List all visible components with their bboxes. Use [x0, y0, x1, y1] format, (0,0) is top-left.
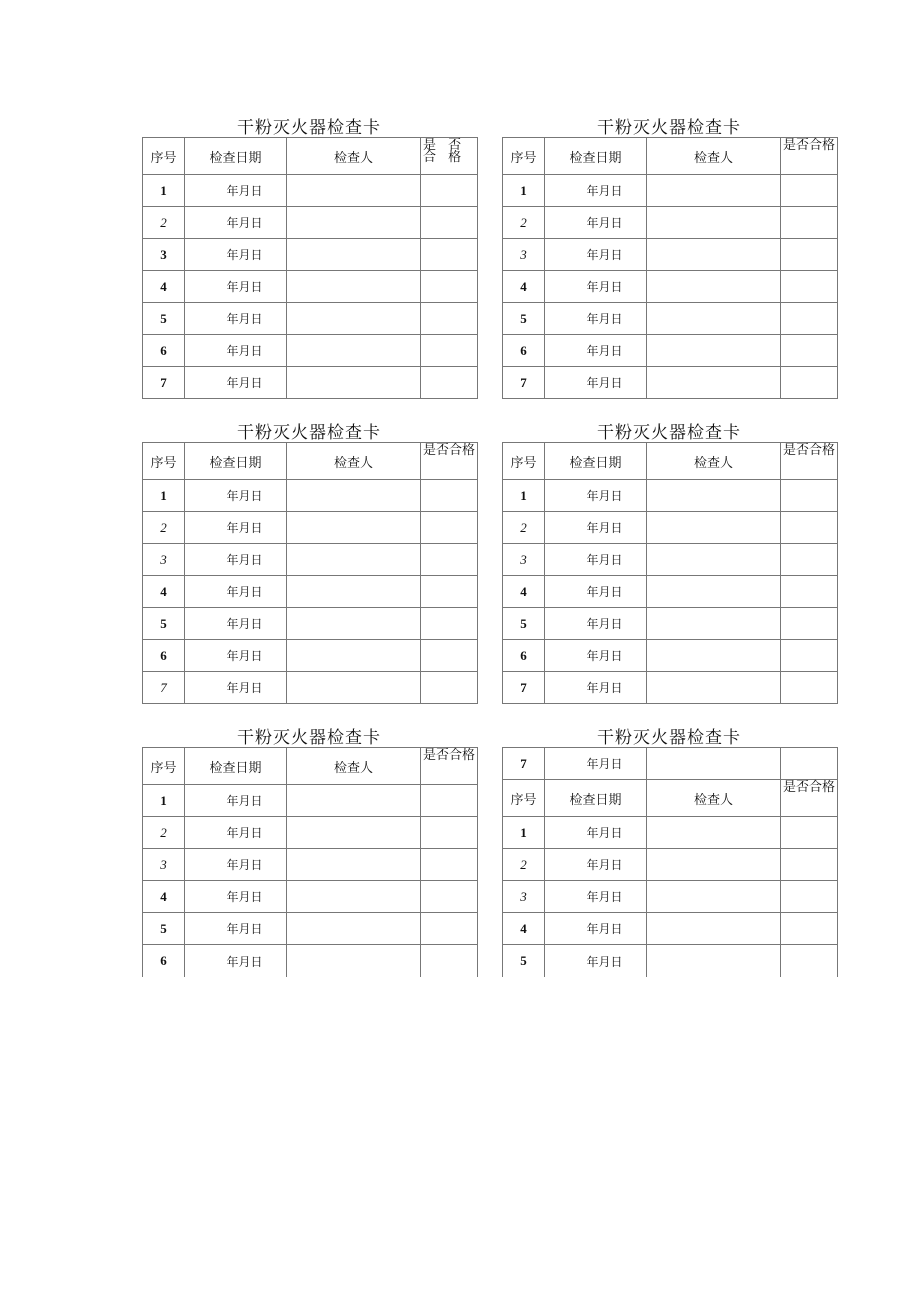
no-cell: 5	[520, 615, 527, 631]
pass-cell[interactable]	[780, 849, 837, 880]
no-cell: 5	[520, 310, 527, 326]
date-cell[interactable]: 年月日	[544, 672, 646, 703]
table-row	[143, 303, 477, 335]
pass-cell[interactable]	[780, 335, 837, 366]
pass-cell[interactable]	[420, 672, 477, 703]
date-cell[interactable]: 年月日	[184, 817, 286, 848]
no-cell: 4	[520, 920, 527, 936]
inspector-cell[interactable]	[286, 785, 420, 816]
inspector-cell[interactable]	[646, 817, 780, 848]
header-pass: 是否合格	[780, 443, 837, 479]
pass-cell[interactable]	[420, 303, 477, 334]
inspector-cell[interactable]	[286, 512, 420, 543]
pass-cell[interactable]	[780, 672, 837, 703]
table-row	[503, 748, 837, 780]
table-row	[143, 367, 477, 399]
no-cell: 3	[160, 246, 167, 262]
date-cell[interactable]: 年月日	[544, 640, 646, 671]
inspector-cell[interactable]	[646, 303, 780, 334]
inspector-cell[interactable]	[646, 608, 780, 639]
table-row	[503, 239, 837, 271]
inspector-cell[interactable]	[646, 576, 780, 607]
pass-cell[interactable]	[420, 512, 477, 543]
date-cell[interactable]: 年月日	[544, 748, 646, 779]
header-inspector: 检查人	[286, 748, 420, 784]
inspector-cell[interactable]	[286, 544, 420, 575]
table-row	[143, 785, 477, 817]
inspector-cell[interactable]	[286, 945, 420, 977]
no-cell: 3	[520, 888, 527, 904]
no-cell: 5	[160, 615, 167, 631]
table-row	[503, 544, 837, 576]
inspection-table	[142, 442, 478, 704]
date-cell[interactable]: 年月日	[184, 576, 286, 607]
inspector-cell[interactable]	[646, 207, 780, 238]
header-inspector: 检查人	[646, 138, 780, 174]
no-cell: 2	[520, 856, 527, 872]
header-pass: 是否合格	[420, 443, 477, 479]
pass-cell[interactable]	[780, 175, 837, 206]
pass-cell[interactable]	[420, 576, 477, 607]
table-row	[143, 945, 477, 977]
date-cell[interactable]: 年月日	[184, 913, 286, 944]
pass-cell[interactable]	[780, 913, 837, 944]
table-header-row	[503, 138, 837, 175]
pass-cell[interactable]	[420, 817, 477, 848]
date-cell[interactable]: 年月日	[184, 881, 286, 912]
table-header-row	[503, 780, 837, 817]
date-cell[interactable]: 年月日	[544, 881, 646, 912]
table-row	[503, 913, 837, 945]
no-cell: 7	[160, 679, 167, 695]
table-row	[503, 512, 837, 544]
table-row	[143, 544, 477, 576]
inspector-cell[interactable]	[286, 817, 420, 848]
header-no: 序号	[510, 455, 537, 471]
date-cell[interactable]: 年月日	[184, 640, 286, 671]
table-row	[143, 608, 477, 640]
header-date: 检查日期	[544, 780, 646, 816]
no-cell: 1	[520, 487, 527, 503]
table-row	[503, 367, 837, 399]
pass-cell[interactable]	[780, 748, 837, 779]
no-cell: 4	[160, 278, 167, 294]
header-date: 检查日期	[544, 443, 646, 479]
pass-cell[interactable]	[780, 271, 837, 302]
date-cell[interactable]: 年月日	[184, 544, 286, 575]
inspector-cell[interactable]	[646, 913, 780, 944]
table-header-row	[143, 443, 477, 480]
no-cell: 1	[520, 824, 527, 840]
pass-cell[interactable]	[780, 576, 837, 607]
no-cell: 6	[520, 647, 527, 663]
table-row	[503, 335, 837, 367]
inspector-cell[interactable]	[646, 544, 780, 575]
inspector-cell[interactable]	[646, 175, 780, 206]
inspector-cell[interactable]	[286, 672, 420, 703]
header-pass: 是否合格	[780, 138, 837, 174]
pass-cell[interactable]	[780, 945, 837, 977]
table-row	[503, 640, 837, 672]
inspector-cell[interactable]	[286, 207, 420, 238]
pass-cell[interactable]	[780, 640, 837, 671]
table-row	[143, 913, 477, 945]
inspector-cell[interactable]	[286, 335, 420, 366]
inspection-table	[502, 747, 838, 977]
header-inspector: 检查人	[286, 138, 420, 174]
table-row	[503, 271, 837, 303]
no-cell: 3	[160, 551, 167, 567]
table-row	[143, 480, 477, 512]
pass-cell[interactable]	[420, 785, 477, 816]
no-cell: 3	[520, 551, 527, 567]
date-cell[interactable]: 年月日	[184, 945, 286, 977]
inspector-cell[interactable]	[286, 576, 420, 607]
inspection-table	[502, 137, 838, 399]
no-cell: 4	[520, 278, 527, 294]
date-cell[interactable]: 年月日	[184, 271, 286, 302]
date-cell[interactable]: 年月日	[544, 913, 646, 944]
pass-cell[interactable]	[780, 544, 837, 575]
pass-cell[interactable]	[420, 913, 477, 944]
date-cell[interactable]: 年月日	[184, 367, 286, 398]
header-pass: 是 否 合 格	[420, 138, 477, 174]
header-no: 序号	[150, 455, 177, 471]
pass-cell[interactable]	[420, 271, 477, 302]
card-title: 干粉灭火器检查卡	[597, 423, 741, 443]
no-cell: 7	[160, 374, 167, 390]
card-title: 干粉灭火器检查卡	[237, 728, 381, 748]
table-row	[143, 175, 477, 207]
pass-cell[interactable]	[420, 849, 477, 880]
table-row	[143, 335, 477, 367]
table-row	[503, 672, 837, 704]
inspector-cell[interactable]	[646, 849, 780, 880]
no-cell: 1	[160, 792, 167, 808]
pass-cell[interactable]	[780, 303, 837, 334]
date-cell[interactable]: 年月日	[544, 207, 646, 238]
date-cell[interactable]: 年月日	[544, 544, 646, 575]
table-row	[503, 576, 837, 608]
date-cell[interactable]: 年月日	[544, 175, 646, 206]
pass-cell[interactable]	[420, 175, 477, 206]
no-cell: 5	[160, 310, 167, 326]
inspector-cell[interactable]	[286, 881, 420, 912]
header-inspector: 检查人	[646, 780, 780, 816]
table-row	[503, 608, 837, 640]
date-cell[interactable]: 年月日	[184, 239, 286, 270]
date-cell[interactable]: 年月日	[544, 512, 646, 543]
inspector-cell[interactable]	[646, 640, 780, 671]
inspector-cell[interactable]	[286, 913, 420, 944]
pass-cell[interactable]	[420, 207, 477, 238]
card-title: 干粉灭火器检查卡	[597, 118, 741, 138]
table-row	[503, 945, 837, 977]
inspector-cell[interactable]	[646, 480, 780, 511]
inspector-cell[interactable]	[646, 335, 780, 366]
pass-cell[interactable]	[780, 480, 837, 511]
inspector-cell[interactable]	[646, 367, 780, 398]
no-cell: 2	[160, 214, 167, 230]
pass-cell[interactable]	[780, 207, 837, 238]
table-row	[143, 271, 477, 303]
no-cell: 6	[160, 953, 167, 968]
no-cell: 2	[160, 519, 167, 535]
inspector-cell[interactable]	[646, 945, 780, 977]
header-no: 序号	[150, 760, 177, 776]
no-cell: 2	[520, 519, 527, 535]
inspector-cell[interactable]	[286, 239, 420, 270]
date-cell[interactable]: 年月日	[544, 335, 646, 366]
inspector-cell[interactable]	[646, 512, 780, 543]
table-row	[143, 849, 477, 881]
date-cell[interactable]: 年月日	[544, 480, 646, 511]
no-cell: 4	[160, 583, 167, 599]
date-cell[interactable]: 年月日	[184, 849, 286, 880]
date-cell[interactable]: 年月日	[184, 608, 286, 639]
inspector-cell[interactable]	[286, 175, 420, 206]
header-date: 检查日期	[184, 443, 286, 479]
header-date: 检查日期	[184, 138, 286, 174]
date-cell[interactable]: 年月日	[184, 303, 286, 334]
no-cell: 2	[160, 824, 167, 840]
inspector-cell[interactable]	[286, 480, 420, 511]
no-cell: 7	[520, 374, 527, 390]
date-cell[interactable]: 年月日	[544, 576, 646, 607]
pass-cell[interactable]	[420, 881, 477, 912]
inspector-cell[interactable]	[286, 271, 420, 302]
no-cell: 6	[160, 647, 167, 663]
header-no: 序号	[510, 792, 537, 808]
date-cell[interactable]: 年月日	[544, 303, 646, 334]
table-header-row	[143, 138, 477, 175]
table-row	[143, 672, 477, 704]
pass-cell[interactable]	[420, 239, 477, 270]
inspector-cell[interactable]	[286, 367, 420, 398]
date-cell[interactable]: 年月日	[544, 367, 646, 398]
pass-cell[interactable]	[420, 608, 477, 639]
table-row	[503, 175, 837, 207]
table-header-row	[503, 443, 837, 480]
table-row	[143, 239, 477, 271]
header-pass: 是否合格	[780, 780, 837, 816]
date-cell[interactable]: 年月日	[544, 849, 646, 880]
table-row	[143, 512, 477, 544]
pass-cell[interactable]	[420, 945, 477, 977]
no-cell: 4	[520, 583, 527, 599]
no-cell: 3	[520, 246, 527, 262]
inspector-cell[interactable]	[646, 881, 780, 912]
date-cell[interactable]: 年月日	[184, 335, 286, 366]
inspector-cell[interactable]	[646, 748, 780, 779]
date-cell[interactable]: 年月日	[544, 608, 646, 639]
table-row	[503, 303, 837, 335]
no-cell: 7	[520, 755, 527, 771]
pass-cell[interactable]	[420, 335, 477, 366]
table-row	[143, 640, 477, 672]
no-cell: 5	[160, 920, 167, 936]
date-cell[interactable]: 年月日	[184, 207, 286, 238]
table-row	[503, 881, 837, 913]
header-inspector: 检查人	[286, 443, 420, 479]
inspector-cell[interactable]	[286, 849, 420, 880]
pass-cell[interactable]	[780, 367, 837, 398]
table-row	[503, 480, 837, 512]
date-cell[interactable]: 年月日	[544, 239, 646, 270]
table-row	[143, 817, 477, 849]
table-row	[143, 576, 477, 608]
no-cell: 4	[160, 888, 167, 904]
pass-cell[interactable]	[420, 367, 477, 398]
table-header-row	[143, 748, 477, 785]
date-cell[interactable]: 年月日	[184, 672, 286, 703]
table-row	[503, 817, 837, 849]
date-cell[interactable]: 年月日	[184, 480, 286, 511]
inspection-table	[142, 137, 478, 399]
inspector-cell[interactable]	[286, 303, 420, 334]
no-cell: 1	[160, 487, 167, 503]
pass-cell[interactable]	[780, 881, 837, 912]
inspection-table	[502, 442, 838, 704]
card-title: 干粉灭火器检查卡	[597, 728, 741, 748]
header-date: 检查日期	[184, 748, 286, 784]
pass-cell[interactable]	[420, 480, 477, 511]
date-cell[interactable]: 年月日	[544, 817, 646, 848]
header-date: 检查日期	[544, 138, 646, 174]
no-cell: 5	[520, 953, 527, 968]
inspector-cell[interactable]	[646, 672, 780, 703]
table-row	[503, 207, 837, 239]
header-no: 序号	[150, 150, 177, 166]
date-cell[interactable]: 年月日	[544, 271, 646, 302]
no-cell: 3	[160, 856, 167, 872]
no-cell: 6	[520, 342, 527, 358]
inspection-table	[142, 747, 478, 977]
date-cell[interactable]: 年月日	[544, 945, 646, 977]
date-cell[interactable]: 年月日	[184, 785, 286, 816]
header-inspector: 检查人	[646, 443, 780, 479]
pass-cell[interactable]	[420, 640, 477, 671]
pass-cell[interactable]	[780, 239, 837, 270]
table-row	[143, 207, 477, 239]
pass-cell[interactable]	[780, 608, 837, 639]
card-title: 干粉灭火器检查卡	[237, 118, 381, 138]
pass-cell[interactable]	[420, 544, 477, 575]
no-cell: 6	[160, 342, 167, 358]
header-no: 序号	[510, 150, 537, 166]
table-row	[503, 849, 837, 881]
inspector-cell[interactable]	[646, 271, 780, 302]
table-row	[143, 881, 477, 913]
pass-cell[interactable]	[780, 817, 837, 848]
no-cell: 1	[520, 182, 527, 198]
inspector-cell[interactable]	[646, 239, 780, 270]
date-cell[interactable]: 年月日	[184, 512, 286, 543]
header-pass: 是否合格	[420, 748, 477, 784]
pass-cell[interactable]	[780, 512, 837, 543]
inspector-cell[interactable]	[286, 640, 420, 671]
inspector-cell[interactable]	[286, 608, 420, 639]
card-title: 干粉灭火器检查卡	[237, 423, 381, 443]
no-cell: 2	[520, 214, 527, 230]
no-cell: 1	[160, 182, 167, 198]
date-cell[interactable]: 年月日	[184, 175, 286, 206]
no-cell: 7	[520, 679, 527, 695]
